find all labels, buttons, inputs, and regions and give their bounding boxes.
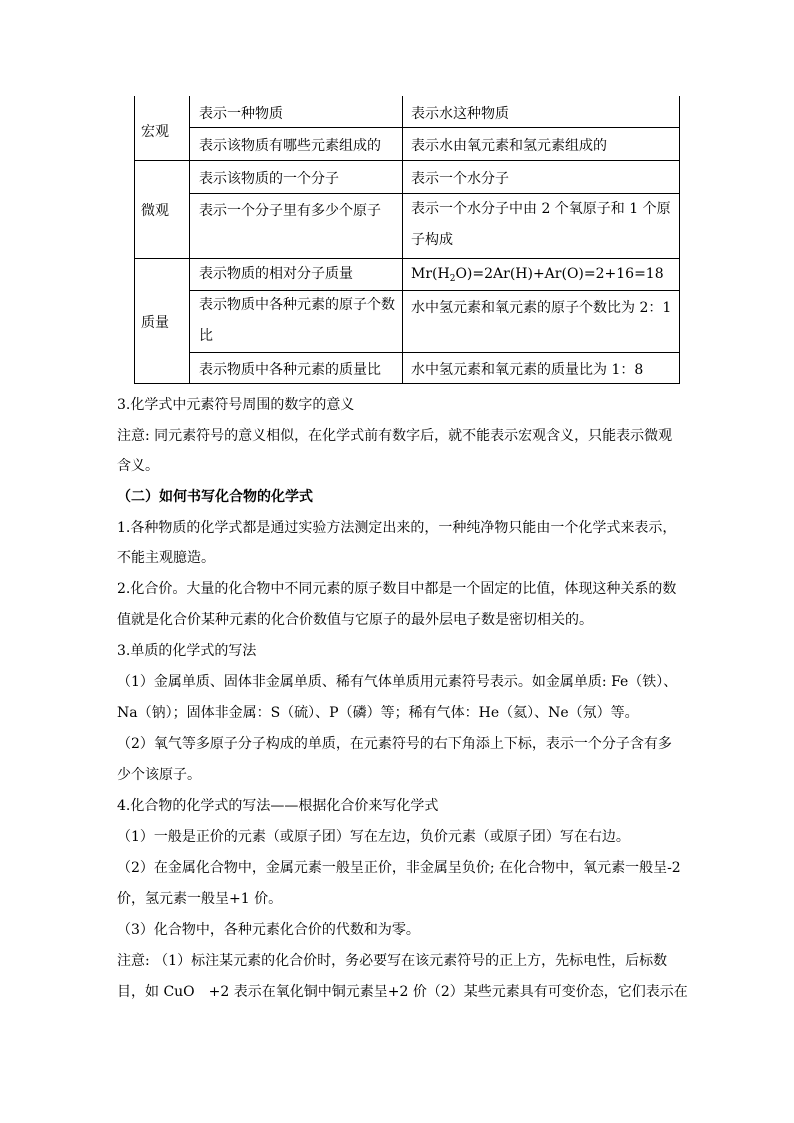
example-cell: 水中氢元素和氧元素的质量比为 1：8	[411, 362, 644, 378]
paragraph-line: 目，如 CuO +2 表示在氧化铜中铜元素呈+2 价（2）某些元素具有可变价态，它们表示在	[117, 984, 688, 1000]
group-label-macro: 宏观	[141, 124, 169, 140]
paragraph-line: 1.各种物质的化学式都是通过实验方法测定出来的，一种纯净物只能由一个化学式来表示，	[117, 520, 677, 536]
group-label-mass: 质量	[141, 315, 169, 331]
table-divider-col1	[189, 96, 190, 384]
meaning-cell: 表示该物质的一个分子	[199, 171, 339, 187]
table-border-left	[134, 96, 135, 384]
paragraph-line: （1）金属单质、固体非金属单质、稀有气体单质用元素符号表示。如金属单质: Fe（铁）、	[117, 674, 678, 690]
example-cell: 表示水由氧元素和氢元素组成的	[411, 138, 607, 154]
section-heading: 4.化合物的化学式的写法——根据化合价来写化学式	[117, 798, 439, 814]
paragraph-line: 2.化合价。大量的化合物中不同元素的原子数目中都是一个固定的比值，体现这种关系的数	[117, 581, 677, 597]
molecular-mass-formula	[411, 265, 664, 288]
table-border-right	[679, 96, 680, 384]
paragraph-line: 不能主观臆造。	[117, 550, 215, 566]
group-label-micro: 微观	[141, 203, 169, 219]
meaning-cell: 表示物质中各种元素的原子个数比	[199, 297, 395, 344]
paragraph-line: （1）一般是正价的元素（或原子团）写在左边，负价元素（或原子团）写在右边。	[117, 829, 630, 845]
meaning-cell: 表示物质的相对分子质量	[199, 266, 353, 282]
meaning-cell: 表示一种物质	[199, 106, 283, 122]
example-cell: 水中氢元素和氧元素的原子个数比为 2：1	[411, 300, 672, 316]
paragraph-line: （2）氧气等多原子分子构成的单质，在元素符号的右下角添上下标，表示一个分子含有多	[117, 736, 672, 752]
formula-part: O)=2Ar(H)+Ar(O)=2+16=18	[455, 266, 664, 282]
table-border-bottom	[134, 383, 680, 384]
meaning-cell: 表示一个分子里有多少个原子	[199, 203, 381, 219]
paragraph-line: 注意: （1）标注某元素的化合价时，务必要写在该元素符号的正上方，先标电性，后标数	[117, 953, 668, 969]
section-heading: 3.化学式中元素符号周围的数字的意义	[117, 397, 355, 413]
chemical-formula-meaning-table	[134, 96, 680, 384]
meaning-cell: 表示该物质有哪些元素组成的	[199, 138, 381, 154]
paragraph-line: 少个该原子。	[117, 767, 201, 783]
example-cell: 表示一个水分子中由 2 个氧原子和 1 个原子构成	[411, 201, 671, 248]
group-divider	[134, 160, 680, 161]
paragraph-line: Na（钠）；固体非金属：S（硫）、P（磷）等；稀有气体：He（氦）、Ne（氖）等。	[117, 705, 639, 721]
paragraph-line: 注意: 同元素符号的意义相似，在化学式前有数字后，就不能表示宏观含义，只能表示微观	[117, 428, 673, 444]
group-divider	[134, 258, 680, 259]
meaning-cell: 表示物质中各种元素的质量比	[199, 362, 381, 378]
paragraph-line: 值就是化合价某种元素的化合价数值与它原子的最外层电子数是密切相关的。	[117, 612, 593, 628]
paragraph-line: （2）在金属化合物中，金属元素一般呈正价，非金属呈负价; 在化合物中，氧元素一般呈-2	[117, 860, 681, 876]
example-cell: 表示一个水分子	[411, 171, 509, 187]
section-heading: 3.单质的化学式的写法	[117, 643, 257, 659]
formula-subscript: 2	[449, 274, 456, 284]
table-divider-col2	[402, 96, 403, 384]
section-title: （二）如何书写化合物的化学式	[117, 489, 313, 505]
example-cell: 表示水这种物质	[411, 106, 509, 122]
paragraph-line: 价，氢元素一般呈+1 价。	[117, 891, 283, 907]
paragraph-line: （3）化合物中，各种元素化合价的代数和为零。	[117, 922, 420, 938]
formula-part: Mr(H	[411, 266, 450, 282]
row-divider	[189, 352, 680, 353]
paragraph-line: 含义。	[117, 458, 159, 474]
row-divider	[189, 127, 680, 128]
